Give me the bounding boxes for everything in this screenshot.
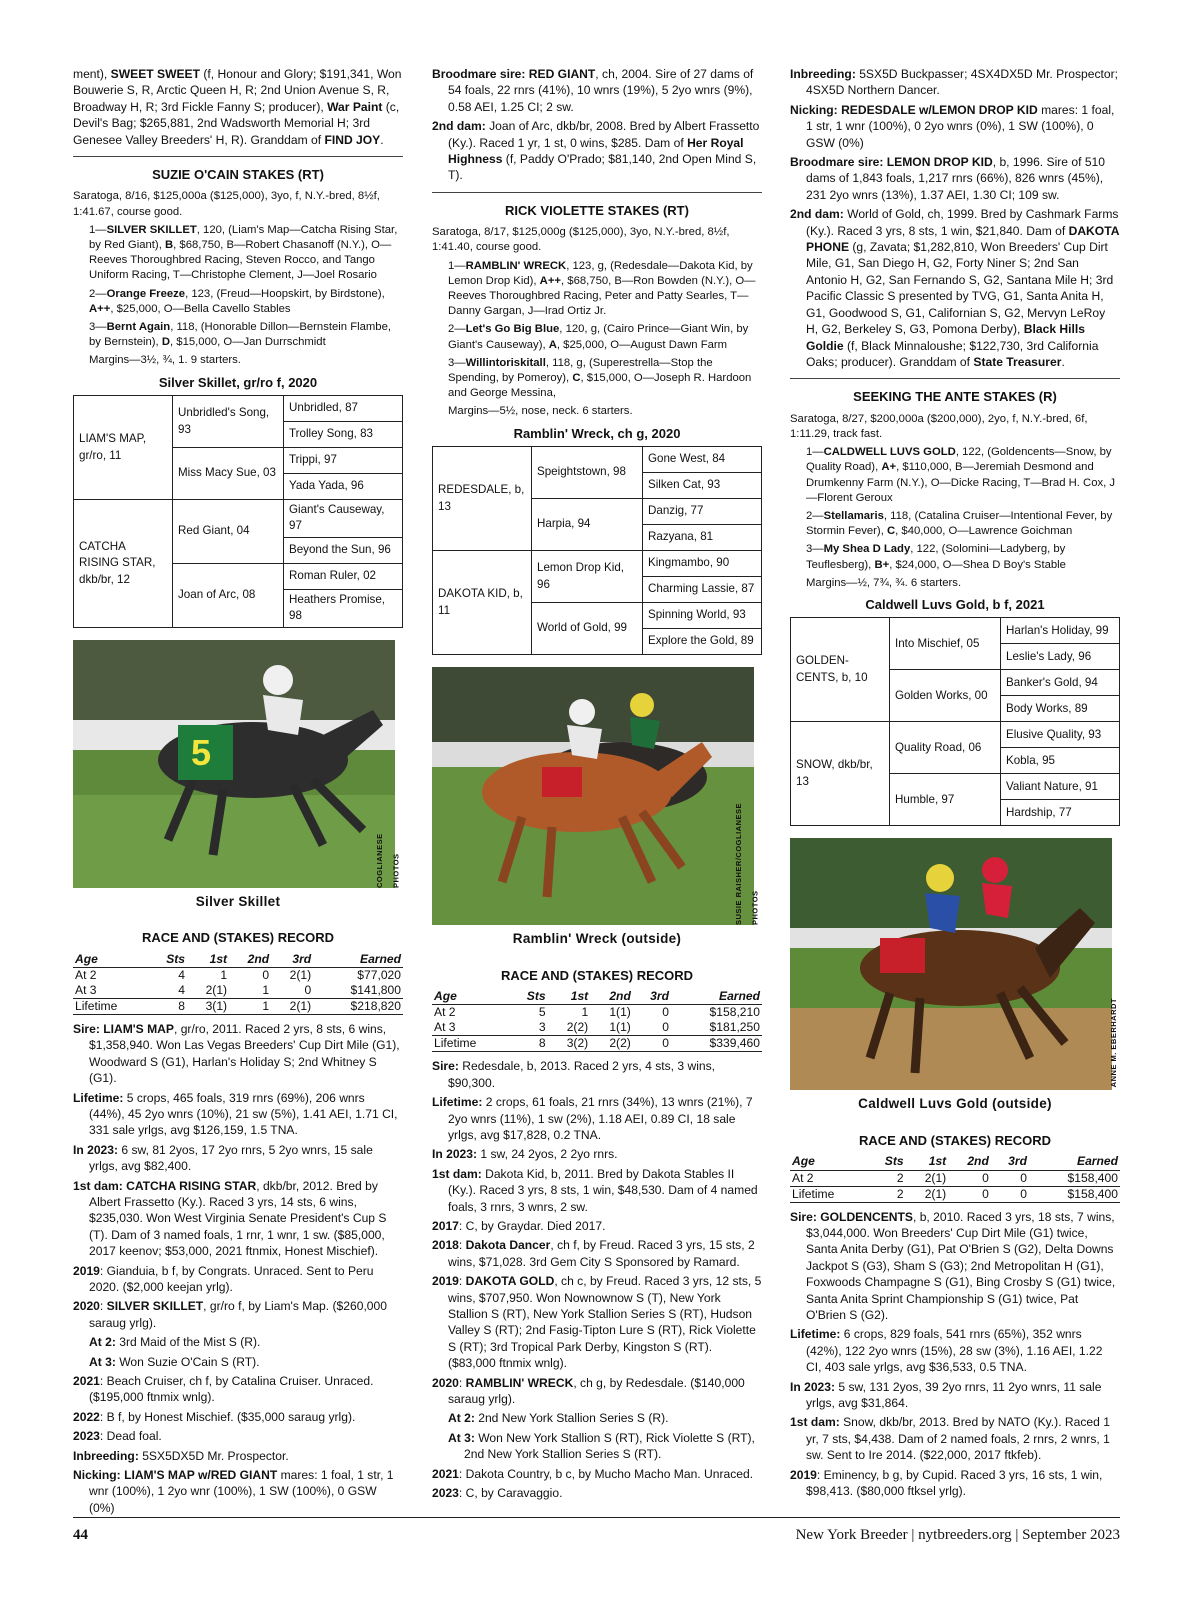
pedigree-title: Silver Skillet, gr/ro f, 2020 (158, 374, 318, 390)
pedigree-cell: Kingmambo, 90 (643, 551, 762, 577)
pedigree-cell: Beyond the Sun, 96 (284, 537, 403, 563)
pedigree-cell: Giant's Causeway, 97 (284, 500, 403, 538)
foal-2019: 2019: Gianduia, b f, by Congrats. Unraced. Sent to Peru 2020. ($2,000 keejan yrlg). (73, 1263, 374, 1295)
foal-2020: 2020: SILVER SKILLET, gr/ro f, by Liam's Map. ($260,000 saraug yrlg). (73, 1299, 387, 1330)
photo-credit: COGLIANESE PHOTOS (375, 833, 401, 888)
lifetime-paragraph: Lifetime: 6 crops, 829 foals, 541 rnrs (65%), 352 wnrs (42%), 122 2yo wnrs (15%), 28 sw (3%), 1.16 AEI, 1.22 CI, 403 sale yrlgs, avg $36,533, 0.5 TNA. (790, 1327, 1103, 1375)
section-divider (73, 156, 403, 157)
pedigree-table (73, 395, 403, 628)
pedigree-cell: Razyana, 81 (643, 525, 762, 551)
foal-2020-at3: At 3: Won New York Stallion S (RT), Rick Violette S (RT), 2nd New York Stallion Series S (RT). (448, 1430, 755, 1462)
broodmare-sire-paragraph: Broodmare sire: RED GIANT, ch, 2004. Sire of 27 dams of 54 foals, 22 rnrs (41%), 10 wnrs (19%), 5 2yo wnrs (9%), 0.58 AEI, 1.25 CI; 2 sw. (432, 67, 754, 114)
pedigree-cell: Gone West, 84 (643, 447, 762, 473)
record-title: RACE AND (STAKES) RECORD (500, 967, 694, 983)
second-dam-paragraph: 2nd dam: World of Gold, ch, 1999. Bred by Cashmark Farms (Ky.). Raced 3 yrs, 8 sts, 1 win, $21,840. Dam of DAKOTA PHONE (g, Zavata; $1,282,810, Won Breeders' Cup Dirt Mile, G1, San Diego H, G2, Forty Niner S; 2nd San Antonio H, G2, San Fernando S, G2, Santana Mile H; 3rd Pacific Classic S presented by TVG, G1, Santa Anita H, G1, Goodwood S, G1, Californian S, G2, Mervyn LeRoy H, G2, Berkeley S, G3, Pomona Derby), Black Hills Goldie (f, Black Minnaloushe; $122,730, 3rd California Oaks; producer). Granddam of State Treasurer. (790, 207, 1119, 369)
record-table: Age Sts 1st 2nd 3rd Earned At 2 2 2(1) 0 0 $158,400 Lifetime 2 2(1) 0 0 $158,400 (792, 1154, 1118, 1201)
pedigree-cell: Heathers Promise, 98 (284, 589, 403, 627)
pedigree-cell: Red Giant, 04 (173, 500, 284, 564)
pedigree-cell: Kobla, 95 (1001, 748, 1120, 774)
horse-photo-image (73, 640, 395, 888)
pedigree-dam: DAKOTA KID, b, 11 (433, 551, 532, 655)
pedigree-cell: Into Mischief, 05 (890, 618, 1001, 670)
pedigree-cell: Banker's Gold, 94 (1001, 670, 1120, 696)
third-place: 3—Bernt Again, 118, (Honorable Dillon—Bernstein Flambe, by Bernstein), D, $15,000, O—Jan Durrschmidt (89, 321, 392, 349)
intro-paragraph: ment), SWEET SWEET (f, Honour and Glory; $191,341, Won Bouwerie S, R, Arctic Queen H, R; 2nd Union Avenue S, R, Broadway H, R; 3rd Fickle Fanny S; producer), War Paint (c, Devil's Bag; $265,881, 2nd Wadsworth Memorial H; 3rd Genesee Valley Breeders' H, R). Granddam of FIND JOY. (73, 67, 402, 147)
second-place: 2—Orange Freeze, 123, (Freud—Hoopskirt, by Birdstone), A++, $25,000, O—Bella Cavello Stables (89, 287, 385, 315)
pedigree-cell: Speightstown, 98 (532, 447, 643, 499)
sire-paragraph: Sire: Redesdale, b, 2013. Raced 2 yrs, 4 sts, 3 wins, $90,300. (432, 1059, 716, 1090)
pedigree-cell: Explore the Gold, 89 (643, 629, 762, 655)
table-row: At 2 4 1 0 2(1) $77,020 (75, 967, 401, 982)
svg-text:5: 5 (191, 731, 212, 773)
page-footer (73, 1517, 1120, 1543)
third-place: 3—Willintoriskitall, 118, g, (Superestrella—Stop the Spending, by Pomeroy), C, $15,000, O—Joseph R. Hardoon and George Messina, (448, 356, 752, 400)
pedigree-cell: Lemon Drop Kid, 96 (532, 551, 643, 603)
first-dam-paragraph: 1st dam: Dakota Kid, b, 2011. Bred by Dakota Stables II (Ky.). Raced 3 yrs, 8 sts, 1 win, $48,530. Dam of 4 named foals, 3 rnrs, 3 wnrs, 2 sw. (432, 1166, 758, 1214)
margins: Margins—3½, ¾, 1. 9 starters. (89, 354, 241, 367)
second-place: 2—Stellamaris, 118, (Catalina Cruiser—Intentional Fever, by Stormin Fever), C, $40,000, O—Lawrence Goichman (806, 509, 1113, 538)
table-row: At 3 4 2(1) 1 0 $141,800 (75, 982, 401, 997)
record-table: Age Sts 1st 2nd 3rd Earned At 2 4 1 0 2(1) $77,020 At 3 4 2(1) 1 0 $141,800 Lifetime 8 3(1) 1 2(1) $218,820 (75, 951, 401, 1013)
pedigree-cell: Leslie's Lady, 96 (1001, 644, 1120, 670)
pedigree-cell: Yada Yada, 96 (284, 474, 403, 500)
margins: Margins—5½, nose, neck. 6 starters. (448, 405, 633, 418)
race-title: SUZIE O'CAIN STAKES (RT) (152, 167, 324, 183)
foal-2019: 2019: Eminency, b g, by Cupid. Raced 3 yrs, 16 sts, 1 win, $98,413. ($80,000 ftksel yrlg). (790, 1467, 1103, 1499)
pedigree-cell: Golden Works, 00 (890, 670, 1001, 722)
pedigree-cell: Danzig, 77 (643, 499, 762, 525)
pedigree-cell: Trippi, 97 (284, 448, 403, 474)
inbreeding-paragraph: Inbreeding: 5SX5DX5D Mr. Prospector. (73, 1448, 289, 1463)
foal-2020-at3: At 3: Won Suzie O'Cain S (RT). (89, 1354, 260, 1369)
race-photo (432, 667, 762, 925)
section-divider (790, 378, 1120, 379)
foal-2022: 2022: B f, by Honest Mischief. ($35,000 saraug yrlg). (73, 1409, 356, 1424)
publication-info: New York Breeder | nytbreeders.org | September 2023 (795, 1527, 1120, 1543)
column-1 (73, 66, 403, 1519)
page-number: 44 (73, 1527, 88, 1543)
nicking-paragraph: Nicking: REDESDALE w/LEMON DROP KID mares: 1 foal, 1 str, 1 wnr (100%), 0 2yo wnrs (0%), 1 SW (100%), 0 GSW (0%) (790, 102, 1115, 150)
foal-2017: 2017: C, by Graydar. Died 2017. (432, 1218, 606, 1233)
pedigree-dam: SNOW, dkb/br, 13 (791, 722, 890, 826)
pedigree-cell: Body Works, 89 (1001, 696, 1120, 722)
foal-2021: 2021: Dakota Country, b c, by Mucho Macho Man. Unraced. (432, 1466, 754, 1481)
table-row: At 3 3 2(2) 1(1) 0 $181,250 (434, 1020, 760, 1035)
foal-2021: 2021: Beach Cruiser, ch f, by Catalina Cruiser. Unraced. ($195,000 ftnmix wnlg). (73, 1374, 374, 1405)
pedigree-cell: Joan of Arc, 08 (173, 563, 284, 627)
pedigree-cell: Harpia, 94 (532, 499, 643, 551)
foal-2020-at2: At 2: 3rd Maid of the Mist S (R). (89, 1335, 261, 1350)
horse-photo-image (790, 838, 1112, 1090)
inbreeding-paragraph: Inbreeding: 5SX5D Buckpasser; 4SX4DX5D Mr. Prospector; 4SX5D Northern Dancer. (790, 67, 1118, 98)
race-title: RICK VIOLETTE STAKES (RT) (505, 202, 689, 218)
margins: Margins—½, 7¾, ¾. 6 starters. (806, 576, 962, 589)
first-dam-paragraph: 1st dam: Snow, dkb/br, 2013. Bred by NATO (Ky.). Raced 1 yr, 7 sts, $4,438. Dam of 2 named foals, 2 rnrs, 2 wnrs, 1 sw. Sent to Ire 2014. ($22,000, 2017 ftkfeb). (790, 1415, 1110, 1463)
pedigree-sire: LIAM'S MAP, gr/ro, 11 (74, 396, 173, 500)
horse-photo-image (432, 667, 754, 925)
pedigree-cell: Spinning World, 93 (643, 603, 762, 629)
pedigree-table (790, 617, 1120, 826)
nicking-paragraph: Nicking: LIAM'S MAP w/RED GIANT mares: 1 foal, 1 str, 1 wnr (100%), 1 2yo wnr (100%), 1 SW (100%), 0 GSW (0%) (73, 1468, 394, 1515)
pedigree-table (432, 446, 762, 655)
first-place: 1—CALDWELL LUVS GOLD, 122, (Goldencents—Snow, by Quality Road), A+, $110,000, B—Jeremiah Desmond and Drumkenny Farm (N.Y.), O—Dicke Racing, T—Brad H. Cox, J—Florent Geroux (806, 446, 1116, 504)
pedigree-cell: Roman Ruler, 02 (284, 563, 403, 589)
section-divider (432, 192, 762, 193)
photo-caption: Silver Skillet (195, 893, 281, 909)
table-row: Lifetime 2 2(1) 0 0 $158,400 (792, 1186, 1118, 1201)
record-title: RACE AND (STAKES) RECORD (858, 1132, 1052, 1148)
column-2 (432, 66, 762, 1504)
pedigree-cell: Valiant Nature, 91 (1001, 774, 1120, 800)
race-photo (73, 640, 403, 888)
foal-2023: 2023: Dead foal. (73, 1429, 162, 1444)
broodmare-sire-paragraph: Broodmare sire: LEMON DROP KID, b, 1996. Sire of 510 dams of 1,843 foals, 1,217 rnrs (66%), 826 wnrs (45%), 231 2yo wnrs (13%), 1.37 AEI, 1.30 CI; 109 sw. (790, 155, 1105, 202)
third-place: 3—My Shea D Lady, 122, (Solomini—Ladyberg, by Teuflesberg), B+, $24,000, O—Shea D Boy's Stable (806, 543, 1066, 571)
in2023-paragraph: In 2023: 5 sw, 131 2yos, 39 2yo rnrs, 11 2yo wnrs, 11 sale yrlgs, avg $31,864. (790, 1379, 1102, 1411)
foal-2023: 2023: C, by Caravaggio. (432, 1486, 563, 1501)
table-row: At 2 2 2(1) 0 0 $158,400 (792, 1170, 1118, 1185)
race-photo (790, 838, 1120, 1090)
pedigree-sire: REDESDALE, b, 13 (433, 447, 532, 551)
pedigree-cell: Elusive Quality, 93 (1001, 722, 1120, 748)
race-title: SEEKING THE ANTE STAKES (R) (853, 389, 1057, 405)
lifetime-paragraph: Lifetime: 2 crops, 61 foals, 21 rnrs (34%), 13 wnrs (21%), 7 2yo wnrs (11%), 1 sw (2%), 1.18 AEI, 0.89 CI, 18 sale yrlgs, avg $17,828, 0.2 TNA. (432, 1095, 753, 1142)
in2023-paragraph: In 2023: 1 sw, 24 2yos, 2 2yo rnrs. (432, 1147, 618, 1162)
pedigree-cell: Trolley Song, 83 (284, 422, 403, 448)
foal-2020-at2: At 2: 2nd New York Stallion Series S (R). (448, 1411, 669, 1426)
pedigree-cell: Charming Lassie, 87 (643, 577, 762, 603)
lifetime-paragraph: Lifetime: 5 crops, 465 foals, 319 rnrs (69%), 206 wnrs (44%), 45 2yo wnrs (10%), 21 sw (5%), 1.41 AEI, 1.71 CI, 331 sale yrlgs, avg $126,159, 1.5 TNA. (73, 1090, 398, 1138)
in2023-paragraph: In 2023: 6 sw, 81 2yos, 17 2yo rnrs, 5 2yo wnrs, 15 sale yrlgs, avg $82,400. (73, 1142, 373, 1174)
pedigree-cell: Hardship, 77 (1001, 800, 1120, 826)
photo-credit: ANNE M. EBERHARDT (1108, 998, 1118, 1088)
photo-caption: Caldwell Luvs Gold (outside) (858, 1096, 1052, 1112)
pedigree-cell: Unbridled's Song, 93 (173, 396, 284, 448)
table-row: Lifetime 8 3(2) 2(2) 0 $339,460 (434, 1036, 760, 1051)
second-place: 2—Let's Go Big Blue, 120, g, (Cairo Prince—Giant Win, by Giant's Causeway), A, $25,000, O—August Dawn Farm (448, 323, 749, 351)
foal-2019: 2019: DAKOTA GOLD, ch c, by Freud. Raced 3 yrs, 12 sts, 5 wins, $707,950. Won Nownownow S (T), New York Stallion S (RT), New York Stallion Series S (RT), Hudson Valley S (RT); 2nd Fasig-Tipton Lure S (RT), Rick Violette S (RT); 3rd Tropical Park Derby, Kingston S (RT). ($83,000 ftnmix wnlg). (432, 1274, 762, 1371)
first-dam-paragraph: 1st dam: CATCHA RISING STAR, dkb/br, 2012. Bred by Albert Frassetto (Ky.). Raced 3 yrs, 14 sts, 6 wins, $235,030. Won West Virginia Senate President's Cup S (T). Dam of 3 named foals, 1 rnr, 1 wnr, 1 sw. ($85,000, 2017 keenov; $53,000, 2021 ftnmix, Honest Mischief). (73, 1178, 387, 1259)
pedigree-dam: CATCHA RISING STAR, dkb/br, 12 (74, 500, 173, 628)
foal-2020: 2020: RAMBLIN' WRECK, ch g, by Redesdale. ($140,000 saraug yrlg). (432, 1375, 745, 1407)
record-title: RACE AND (STAKES) RECORD (141, 930, 335, 946)
race-info: Saratoga, 8/17, $125,000g ($125,000), 3yo, N.Y.-bred, 8½f, 1:41.40, course good. (432, 226, 730, 254)
pedigree-cell: Silken Cat, 93 (643, 473, 762, 499)
sire-paragraph: Sire: GOLDENCENTS, b, 2010. Raced 3 yrs, 18 sts, 7 wins, $3,044,000. Won Breeders' Cup Dirt Mile (G1) twice, Santa Anita Derby (G1), Pat O'Brien S (G2), Delta Downs Jackpot S (G3), Sham S (G3); 2nd Metropolitan H (G1), Foxwoods Champagne S (G1), Bing Crosby S (G1) twice, Santa Anita Sprint Championship S (G1) twice, Pat O'Brien S (G2). (790, 1209, 1116, 1323)
pedigree-cell: Humble, 97 (890, 774, 1001, 826)
foal-2018: 2018: Dakota Dancer, ch f, by Freud. Raced 3 yrs, 15 sts, 2 wins, $71,028. 3rd Gem City S Sponsored by Ramard. (432, 1238, 755, 1269)
pedigree-title: Ramblin' Wreck, ch g, 2020 (513, 425, 681, 441)
pedigree-cell: Harlan's Holiday, 99 (1001, 618, 1120, 644)
first-place: 1—RAMBLIN' WRECK, 123, g, (Redesdale—Dakota Kid, by Lemon Drop Kid), A++, $68,750, B—Ron Bowden (N.Y.), O—Reeves Thoroughbred Racing, Peter and Patty Searles, T—Danny Gargan, J—Irad Ortiz Jr. (448, 259, 756, 318)
pedigree-cell: Quality Road, 06 (890, 722, 1001, 774)
table-row: Lifetime 8 3(1) 1 2(1) $218,820 (75, 998, 401, 1013)
first-place: 1—SILVER SKILLET, 120, (Liam's Map—Catcha Rising Star, by Red Giant), B, $68,750, B—Robert Chasanoff (N.Y.), O—Reeves Thoroughbred Racing, Steven Rocco, and Tango Uniform Racing, T—Christophe Clement, J—Joel Rosario (89, 223, 398, 282)
column-3 (790, 66, 1120, 1502)
race-info: Saratoga, 8/16, $125,000a ($125,000), 3yo, f, N.Y.-bred, 8½f, 1:41.67, course good. (73, 190, 380, 218)
record-table: Age Sts 1st 2nd 3rd Earned At 2 5 1 1(1) 0 $158,210 At 3 3 2(2) 1(1) 0 $181,250 Lifetime 8 3(2) 2(2) 0 $339,460 (434, 988, 760, 1051)
pedigree-cell: World of Gold, 99 (532, 603, 643, 655)
table-row: At 2 5 1 1(1) 0 $158,210 (434, 1005, 760, 1020)
photo-credit: SUSIE RAISHER/COGLIANESE PHOTOS (734, 803, 760, 926)
pedigree-sire: GOLDEN-CENTS, b, 10 (791, 618, 890, 722)
photo-caption: Ramblin' Wreck (outside) (512, 931, 682, 947)
second-dam-paragraph: 2nd dam: Joan of Arc, dkb/br, 2008. Bred by Albert Frassetto (Ky.). Raced 1 yr, 1 st, 0 wins, $285. Dam of Her Royal Highness (f, Paddy O'Prado; $81,140, 2nd Open Mind S, T). (432, 119, 760, 183)
pedigree-cell: Miss Macy Sue, 03 (173, 448, 284, 500)
sire-paragraph: Sire: LIAM'S MAP, gr/ro, 2011. Raced 2 yrs, 8 sts, 6 wins, $1,358,940. Won Las Vegas Breeders' Cup Dirt Mile (G1), Woodward S (G1), Harlan's Holiday S; 2nd Whitney S (G1). (73, 1021, 400, 1086)
pedigree-title: Caldwell Luvs Gold, b f, 2021 (865, 596, 1045, 612)
race-info: Saratoga, 8/27, $200,000a ($200,000), 2yo, f, N.Y.-bred, 6f, 1:11.29, track fast. (790, 412, 1088, 440)
pedigree-cell: Unbridled, 87 (284, 396, 403, 422)
